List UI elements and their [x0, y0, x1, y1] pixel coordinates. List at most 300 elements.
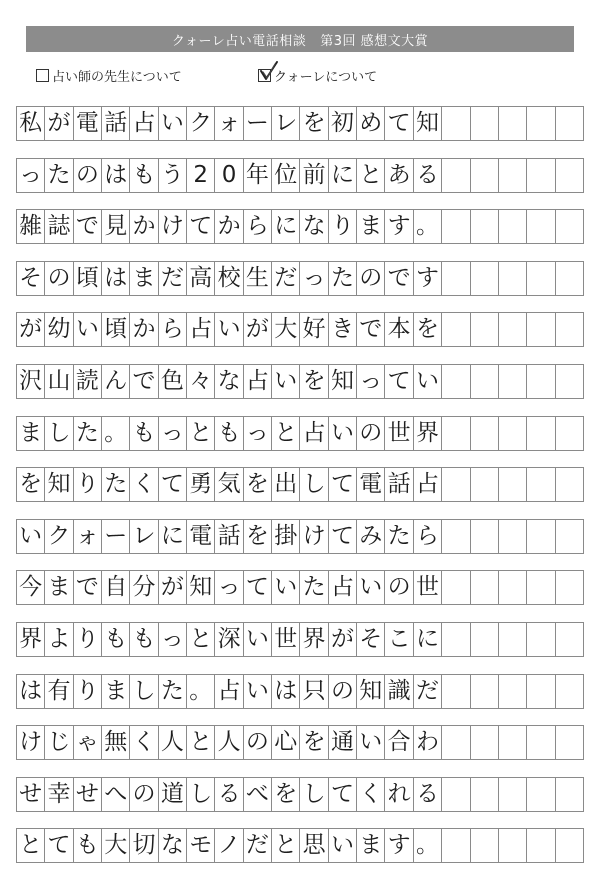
essay-char-cell: を — [300, 726, 328, 759]
essay-char-cell: そ — [17, 262, 45, 295]
essay-char-cell: 幼 — [45, 313, 73, 346]
essay-char-cell: 通 — [329, 726, 357, 759]
essay-char-cell — [556, 262, 584, 295]
essay-grid — [16, 100, 584, 874]
essay-line-cells — [16, 158, 584, 193]
essay-char-cell: て — [187, 210, 215, 243]
essay-char-cell: か — [130, 210, 158, 243]
essay-line — [16, 719, 584, 771]
essay-char-cell: レ — [272, 107, 300, 140]
essay-char-cell — [442, 520, 470, 553]
essay-char-cell — [499, 726, 527, 759]
header-title-right: 第3回 感想文大賞 — [320, 33, 429, 49]
essay-char-cell: を — [244, 520, 272, 553]
essay-char-cell: が — [17, 313, 45, 346]
header-title-left: クォーレ占い電話相談 — [171, 33, 307, 49]
essay-line-cells — [16, 467, 584, 502]
essay-char-cell: ま — [102, 675, 130, 708]
essay-char-cell: あ — [385, 159, 413, 192]
essay-line-cells — [16, 674, 584, 709]
essay-char-cell: い — [414, 365, 442, 398]
essay-char-cell — [527, 159, 555, 192]
essay-char-cell: 知 — [329, 365, 357, 398]
essay-char-cell: ら — [244, 210, 272, 243]
essay-char-cell: 今 — [17, 571, 45, 604]
essay-char-cell: し — [187, 778, 215, 811]
essay-char-cell: を — [414, 313, 442, 346]
essay-char-cell: し — [45, 417, 73, 450]
essay-char-cell: ク — [187, 107, 215, 140]
essay-char-cell: の — [385, 571, 413, 604]
essay-char-cell: は — [17, 675, 45, 708]
essay-char-cell — [527, 829, 555, 862]
essay-char-cell: い — [329, 829, 357, 862]
essay-char-cell: い — [329, 417, 357, 450]
essay-char-cell — [442, 623, 470, 656]
essay-char-cell — [471, 159, 499, 192]
essay-char-cell — [471, 623, 499, 656]
option-teacher-label: 占い師の先生について — [52, 70, 182, 85]
essay-char-cell: 占 — [329, 571, 357, 604]
essay-char-cell: っ — [159, 623, 187, 656]
essay-char-cell — [499, 778, 527, 811]
essay-char-cell — [499, 520, 527, 553]
essay-char-cell — [499, 623, 527, 656]
essay-char-cell — [527, 675, 555, 708]
essay-char-cell: た — [329, 262, 357, 295]
essay-char-cell: 本 — [385, 313, 413, 346]
essay-char-cell: の — [45, 262, 73, 295]
essay-char-cell: 占 — [130, 107, 158, 140]
essay-char-cell: 0 — [215, 159, 243, 192]
essay-char-cell: て — [329, 520, 357, 553]
essay-char-cell: い — [159, 107, 187, 140]
essay-char-cell: 。 — [187, 675, 215, 708]
essay-char-cell: 世 — [272, 623, 300, 656]
essay-char-cell — [442, 417, 470, 450]
essay-char-cell: め — [357, 107, 385, 140]
essay-char-cell: て — [385, 107, 413, 140]
essay-char-cell — [471, 675, 499, 708]
essay-char-cell: く — [130, 468, 158, 501]
essay-char-cell: 人 — [159, 726, 187, 759]
essay-char-cell: を — [300, 365, 328, 398]
essay-char-cell: の — [357, 417, 385, 450]
essay-char-cell: け — [159, 210, 187, 243]
essay-char-cell: 誌 — [45, 210, 73, 243]
essay-char-cell — [556, 313, 584, 346]
essay-line — [16, 513, 584, 565]
essay-char-cell: と — [357, 159, 385, 192]
essay-char-cell — [527, 468, 555, 501]
essay-char-cell: っ — [17, 159, 45, 192]
essay-char-cell: 思 — [300, 829, 328, 862]
essay-char-cell: ま — [45, 571, 73, 604]
essay-line-cells — [16, 725, 584, 760]
essay-char-cell: な — [159, 829, 187, 862]
essay-char-cell: せ — [17, 778, 45, 811]
essay-char-cell — [471, 571, 499, 604]
essay-char-cell: 無 — [102, 726, 130, 759]
essay-char-cell: と — [187, 726, 215, 759]
essay-char-cell: い — [272, 571, 300, 604]
essay-char-cell: た — [385, 520, 413, 553]
essay-char-cell: も — [215, 417, 243, 450]
essay-char-cell: 頃 — [74, 262, 102, 295]
essay-char-cell: 分 — [130, 571, 158, 604]
essay-char-cell — [499, 417, 527, 450]
essay-char-cell — [499, 262, 527, 295]
essay-line-cells — [16, 416, 584, 451]
essay-char-cell: は — [272, 675, 300, 708]
essay-char-cell — [527, 571, 555, 604]
essay-char-cell: が — [45, 107, 73, 140]
essay-char-cell — [499, 313, 527, 346]
essay-line-cells — [16, 519, 584, 554]
essay-line-cells — [16, 828, 584, 863]
essay-char-cell: で — [74, 210, 102, 243]
topic-options — [36, 66, 576, 88]
essay-char-cell — [556, 829, 584, 862]
essay-char-cell: か — [215, 210, 243, 243]
essay-char-cell: だ — [244, 829, 272, 862]
essay-char-cell: か — [130, 313, 158, 346]
essay-char-cell — [499, 829, 527, 862]
essay-char-cell: り — [74, 468, 102, 501]
essay-char-cell: 話 — [385, 468, 413, 501]
essay-char-cell: る — [414, 778, 442, 811]
essay-char-cell: 雑 — [17, 210, 45, 243]
essay-char-cell: り — [74, 623, 102, 656]
essay-char-cell — [499, 675, 527, 708]
essay-char-cell: っ — [357, 365, 385, 398]
essay-char-cell: だ — [159, 262, 187, 295]
essay-char-cell — [471, 417, 499, 450]
essay-char-cell: を — [17, 468, 45, 501]
essay-char-cell: に — [159, 520, 187, 553]
essay-char-cell: う — [159, 159, 187, 192]
essay-char-cell: 大 — [272, 313, 300, 346]
essay-char-cell: き — [329, 313, 357, 346]
essay-char-cell: 占 — [244, 365, 272, 398]
essay-char-cell — [471, 107, 499, 140]
essay-char-cell: モ — [187, 829, 215, 862]
essay-char-cell — [527, 726, 555, 759]
essay-char-cell: 話 — [215, 520, 243, 553]
essay-char-cell: へ — [102, 778, 130, 811]
essay-char-cell: 自 — [102, 571, 130, 604]
essay-char-cell: く — [357, 778, 385, 811]
essay-char-cell: 2 — [187, 159, 215, 192]
essay-char-cell: 前 — [300, 159, 328, 192]
essay-line — [16, 203, 584, 255]
essay-char-cell: て — [159, 468, 187, 501]
essay-line — [16, 152, 584, 204]
essay-char-cell: 世 — [414, 571, 442, 604]
essay-char-cell: 界 — [300, 623, 328, 656]
essay-char-cell: 人 — [215, 726, 243, 759]
checkbox-cuore[interactable] — [258, 69, 271, 82]
essay-char-cell: し — [130, 675, 158, 708]
essay-char-cell: ら — [414, 520, 442, 553]
essay-char-cell: て — [329, 778, 357, 811]
essay-char-cell: れ — [385, 778, 413, 811]
essay-char-cell: 。 — [102, 417, 130, 450]
essay-char-cell: だ — [414, 675, 442, 708]
essay-char-cell: 話 — [102, 107, 130, 140]
essay-line — [16, 358, 584, 410]
essay-char-cell — [527, 520, 555, 553]
essay-char-cell: 好 — [300, 313, 328, 346]
essay-char-cell — [499, 468, 527, 501]
essay-char-cell: レ — [130, 520, 158, 553]
essay-char-cell — [556, 210, 584, 243]
essay-char-cell: す — [414, 262, 442, 295]
essay-char-cell — [471, 365, 499, 398]
essay-char-cell: 有 — [45, 675, 73, 708]
essay-char-cell — [527, 210, 555, 243]
essay-char-cell: も — [130, 623, 158, 656]
essay-char-cell — [527, 365, 555, 398]
essay-char-cell: 心 — [272, 726, 300, 759]
essay-char-cell: 年 — [244, 159, 272, 192]
essay-char-cell — [442, 726, 470, 759]
essay-char-cell: い — [357, 571, 385, 604]
essay-char-cell: い — [244, 623, 272, 656]
essay-char-cell — [556, 623, 584, 656]
essay-char-cell: な — [300, 210, 328, 243]
essay-char-cell — [442, 107, 470, 140]
option-cuore[interactable] — [258, 66, 377, 85]
essay-char-cell: ま — [130, 262, 158, 295]
essay-char-cell: い — [74, 313, 102, 346]
essay-char-cell — [442, 210, 470, 243]
essay-char-cell: も — [130, 159, 158, 192]
essay-line — [16, 306, 584, 358]
essay-char-cell — [499, 210, 527, 243]
essay-char-cell: に — [414, 623, 442, 656]
essay-char-cell — [442, 468, 470, 501]
essay-char-cell: で — [130, 365, 158, 398]
essay-char-cell: 知 — [45, 468, 73, 501]
essay-char-cell: 電 — [187, 520, 215, 553]
essay-char-cell: 知 — [357, 675, 385, 708]
essay-char-cell: っ — [159, 417, 187, 450]
essay-char-cell: い — [272, 365, 300, 398]
essay-char-cell: 沢 — [17, 365, 45, 398]
essay-char-cell: は — [102, 159, 130, 192]
essay-char-cell: 掛 — [272, 520, 300, 553]
essay-line — [16, 771, 584, 823]
essay-char-cell — [527, 107, 555, 140]
essay-line — [16, 255, 584, 307]
essay-char-cell — [471, 520, 499, 553]
essay-char-cell: と — [272, 417, 300, 450]
essay-char-cell: い — [357, 726, 385, 759]
essay-char-cell: て — [45, 829, 73, 862]
essay-char-cell: っ — [300, 262, 328, 295]
essay-line — [16, 564, 584, 616]
essay-char-cell: で — [74, 571, 102, 604]
essay-char-cell: い — [215, 313, 243, 346]
header-bar — [26, 26, 574, 52]
checkmark-icon — [258, 60, 280, 82]
essay-char-cell: 気 — [215, 468, 243, 501]
essay-char-cell: 只 — [300, 675, 328, 708]
essay-char-cell: だ — [272, 262, 300, 295]
essay-char-cell: と — [17, 829, 45, 862]
essay-char-cell: 出 — [272, 468, 300, 501]
essay-line — [16, 668, 584, 720]
essay-char-cell — [527, 313, 555, 346]
essay-line-cells — [16, 261, 584, 296]
essay-line-cells — [16, 106, 584, 141]
essay-char-cell: い — [244, 675, 272, 708]
essay-char-cell: 生 — [244, 262, 272, 295]
essay-char-cell: せ — [74, 778, 102, 811]
essay-char-cell — [442, 262, 470, 295]
essay-char-cell: ノ — [215, 829, 243, 862]
essay-char-cell — [527, 778, 555, 811]
essay-char-cell: の — [329, 675, 357, 708]
essay-char-cell: し — [300, 468, 328, 501]
essay-char-cell: 占 — [215, 675, 243, 708]
essay-char-cell: を — [244, 468, 272, 501]
essay-char-cell: ま — [357, 210, 385, 243]
essay-line — [16, 822, 584, 874]
essay-char-cell — [556, 107, 584, 140]
essay-char-cell: 電 — [357, 468, 385, 501]
essay-char-cell: も — [102, 623, 130, 656]
essay-char-cell: 見 — [102, 210, 130, 243]
essay-char-cell: ん — [102, 365, 130, 398]
essay-char-cell: ら — [159, 313, 187, 346]
essay-char-cell: も — [130, 417, 158, 450]
essay-char-cell: み — [357, 520, 385, 553]
essay-char-cell: が — [244, 313, 272, 346]
essay-char-cell: り — [74, 675, 102, 708]
essay-char-cell: と — [272, 829, 300, 862]
essay-char-cell: ォ — [74, 520, 102, 553]
essay-line — [16, 616, 584, 668]
essay-char-cell — [556, 468, 584, 501]
essay-char-cell: 々 — [187, 365, 215, 398]
essay-char-cell: 電 — [74, 107, 102, 140]
essay-char-cell: と — [187, 623, 215, 656]
essay-char-cell: 山 — [45, 365, 73, 398]
essay-char-cell: 大 — [102, 829, 130, 862]
essay-char-cell: ま — [357, 829, 385, 862]
essay-char-cell: け — [17, 726, 45, 759]
essay-char-cell: わ — [414, 726, 442, 759]
essay-char-cell — [527, 623, 555, 656]
essay-char-cell — [499, 107, 527, 140]
essay-char-cell: 占 — [187, 313, 215, 346]
essay-char-cell: と — [187, 417, 215, 450]
essay-char-cell: て — [385, 365, 413, 398]
option-teacher[interactable] — [36, 66, 182, 85]
essay-char-cell: 初 — [329, 107, 357, 140]
essay-char-cell: に — [272, 210, 300, 243]
essay-char-cell — [527, 262, 555, 295]
essay-char-cell: が — [329, 623, 357, 656]
essay-char-cell: 占 — [414, 468, 442, 501]
essay-char-cell: 私 — [17, 107, 45, 140]
essay-char-cell: 校 — [215, 262, 243, 295]
essay-char-cell — [442, 159, 470, 192]
essay-char-cell — [556, 675, 584, 708]
essay-char-cell: の — [74, 159, 102, 192]
essay-char-cell: た — [102, 468, 130, 501]
essay-char-cell: る — [414, 159, 442, 192]
essay-char-cell: を — [300, 107, 328, 140]
essay-char-cell — [527, 417, 555, 450]
essay-char-cell — [471, 726, 499, 759]
essay-char-cell: の — [130, 778, 158, 811]
essay-char-cell: ゃ — [74, 726, 102, 759]
essay-char-cell: は — [102, 262, 130, 295]
essay-char-cell: ー — [102, 520, 130, 553]
essay-char-cell: 読 — [74, 365, 102, 398]
essay-char-cell: 界 — [17, 623, 45, 656]
essay-char-cell: じ — [45, 726, 73, 759]
essay-char-cell: 。 — [414, 829, 442, 862]
essay-char-cell: た — [74, 417, 102, 450]
essay-char-cell: こ — [385, 623, 413, 656]
essay-char-cell: 切 — [130, 829, 158, 862]
essay-char-cell: そ — [357, 623, 385, 656]
essay-char-cell: 。 — [414, 210, 442, 243]
essay-char-cell: 位 — [272, 159, 300, 192]
essay-char-cell: り — [329, 210, 357, 243]
essay-char-cell — [471, 210, 499, 243]
essay-char-cell: 世 — [385, 417, 413, 450]
essay-line-cells — [16, 777, 584, 812]
essay-char-cell — [442, 571, 470, 604]
essay-char-cell: 占 — [300, 417, 328, 450]
essay-char-cell: し — [300, 778, 328, 811]
essay-char-cell — [442, 365, 470, 398]
essay-char-cell — [556, 726, 584, 759]
essay-char-cell: が — [159, 571, 187, 604]
essay-char-cell: 界 — [414, 417, 442, 450]
essay-char-cell: っ — [244, 417, 272, 450]
essay-line-cells — [16, 364, 584, 399]
essay-char-cell — [471, 313, 499, 346]
essay-char-cell: よ — [45, 623, 73, 656]
essay-line-cells — [16, 312, 584, 347]
essay-char-cell: ク — [45, 520, 73, 553]
essay-char-cell — [556, 159, 584, 192]
essay-char-cell: る — [215, 778, 243, 811]
essay-char-cell: っ — [215, 571, 243, 604]
essay-char-cell: て — [244, 571, 272, 604]
essay-char-cell: べ — [244, 778, 272, 811]
essay-char-cell: の — [357, 262, 385, 295]
essay-char-cell: た — [300, 571, 328, 604]
checkbox-teacher[interactable] — [36, 69, 49, 82]
essay-char-cell: に — [329, 159, 357, 192]
essay-char-cell — [499, 159, 527, 192]
essay-char-cell: ー — [244, 107, 272, 140]
essay-char-cell — [499, 571, 527, 604]
essay-char-cell: 高 — [187, 262, 215, 295]
essay-char-cell: で — [385, 262, 413, 295]
essay-line-cells — [16, 570, 584, 605]
essay-char-cell — [556, 365, 584, 398]
essay-char-cell: な — [215, 365, 243, 398]
essay-char-cell: 幸 — [45, 778, 73, 811]
